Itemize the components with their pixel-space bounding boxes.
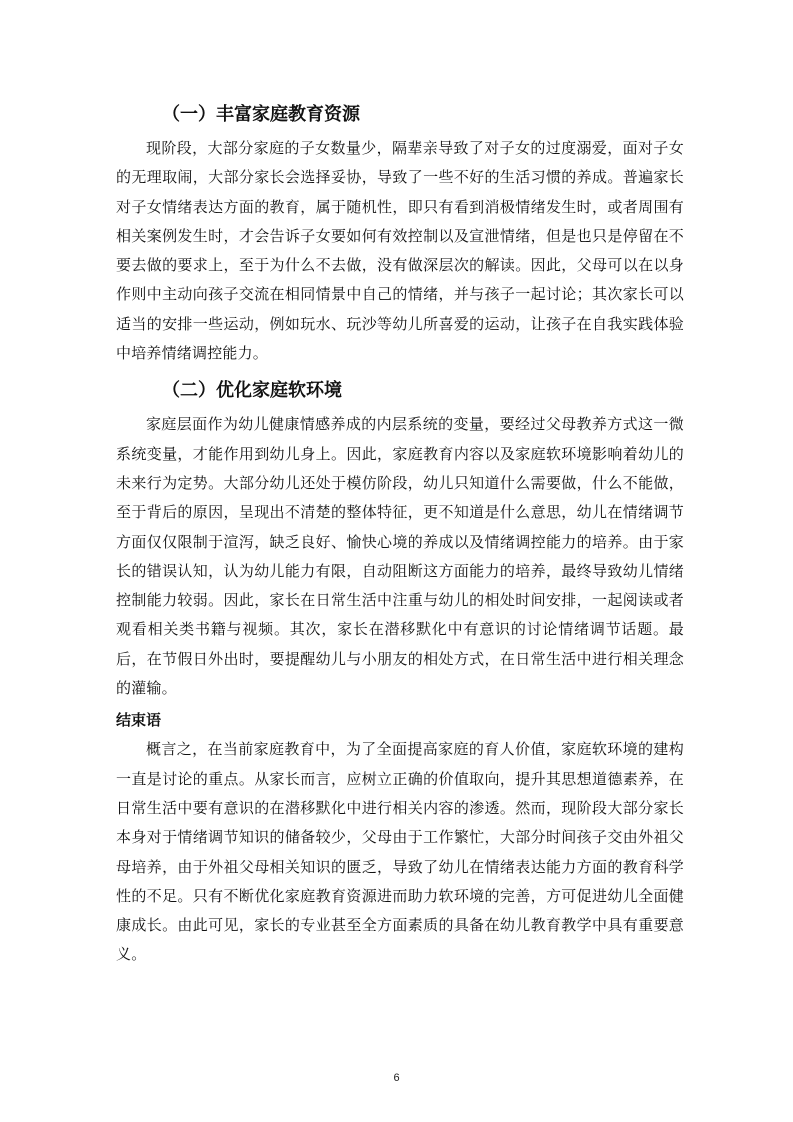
section-heading-1: （一）丰富家庭教育资源: [162, 104, 360, 125]
conclusion-heading: 结束语: [116, 711, 162, 730]
page-number: 6: [393, 1072, 400, 1084]
section-paragraph-1: 现阶段，大部分家庭的子女数量少，隔辈亲导致了对子女的过度溺爱，面对子女的无理取闹，大部分家长会选择妥协，导致了一些不好的生活习惯的养成。普遍家长对子女情绪表达方面的教育，属于随机性，即只有看到消极情绪发生时，或者周围有相关案例发生时，才会告诉子女要如何有效控制以及宣泄情绪，但是也只是停留在不要去做的要求上，至于为什么不去做，没有做深层次的解读。因此，父母可以在以身作则中主动向孩子交流在相同情景中自己的情绪，并与孩子一起讨论；其次家长可以适当的安排一些运动，例如玩水、玩沙等幼儿所喜爱的运动，让孩子在自我实践体验中培养情绪调控能力。: [116, 139, 684, 363]
conclusion-paragraph: 概言之，在当前家庭教育中，为了全面提高家庭的育人价值，家庭软环境的建构一直是讨论的重点。从家长而言，应树立正确的价值取向，提升其思想道德素养，在日常生活中要有意识的在潜移默化中进行相关内容的渗透。然而，现阶段大部分家长本身对于情绪调节知识的储备较少，父母由于工作繁忙，大部分时间孩子交由外祖父母培养，由于外祖父母相关知识的匮乏，导致了幼儿在情绪表达能力方面的教育科学性的不足。只有不断优化家庭教育资源进而助力软环境的完善，方可促进幼儿全面健康成长。由此可见，家长的专业甚至全方面素质的具备在幼儿教育教学中具有重要意义。: [116, 740, 684, 964]
section-paragraph-2: 家庭层面作为幼儿健康情感养成的内层系统的变量，要经过父母教养方式这一微系统变量，才能作用到幼儿身上。因此，家庭教育内容以及家庭软环境影响着幼儿的未来行为定势。大部分幼儿还处于模仿阶段，幼儿只知道什么需要做，什么不能做，至于背后的原因，呈现出不清楚的整体特征，更不知道是什么意思，幼儿在情绪调节方面仅仅限制于渲泻，缺乏良好、愉快心境的养成以及情绪调控能力的培养。由于家长的错误认知，认为幼儿能力有限，自动阻断这方面能力的培养，最终导致幼儿情绪控制能力较弱。因此，家长在日常生活中注重与幼儿的相处时间安排，一起阅读或者观看相关类书籍与视频。其次，家长在潜移默化中有意识的讨论情绪调节话题。最后，在节假日外出时，要提醒幼儿与小朋友的相处方式，在日常生活中进行相关理念的灌输。: [116, 415, 684, 698]
section-heading-2: （二）优化家庭软环境: [162, 380, 342, 402]
page-content: [116, 100, 684, 970]
